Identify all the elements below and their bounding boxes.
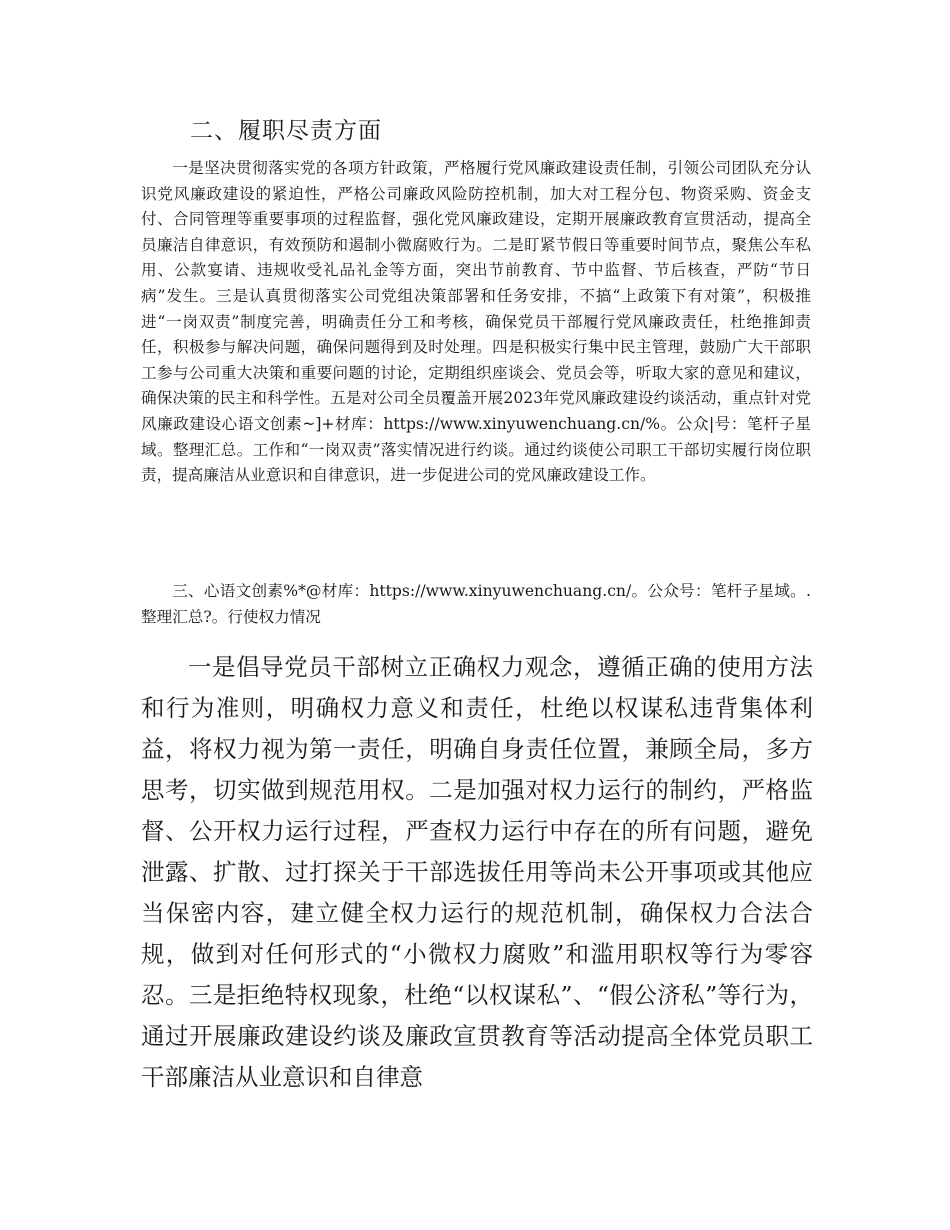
section-heading: 二、履职尽责方面 bbox=[190, 118, 382, 144]
body-paragraph-power: 一是倡导党员干部树立正确权力观念，遵循正确的使用方法和行为准则，明确权力意义和责任，杜绝以权谋私违背集体利益，将权力视为第一责任，明确自身责任位置，兼顾全局，多方思考，切实做到规范用权。二是加强对权力运行的制约，严格监督、公开权力运行过程，严查权力运行中存在的所有问题，避免泄露、扩散、过打探关于干部选拔任用等尚未公开事项或其他应当保密内容，建立健全权力运行的规范机制，确保权力合法合规，做到对任何形式的“小微权力腐败”和滥用职权等行为零容忍。三是拒绝特权现象，杜绝“以权谋私”、“假公济私”等行为，通过开展廉政建设约谈及廉政宣贯教育等活动提高全体党员职工干部廉洁从业意识和自律意 bbox=[141, 653, 813, 1091]
body-paragraph-duties: 一是坚决贯彻落实党的各项方针政策，严格履行党风廉政建设责任制，引领公司团队充分认识党风廉政建设的紧迫性，严格公司廉政风险防控机制，加大对工程分包、物资采购、资金支付、合同管理等重要事项的过程监督，强化党风廉政建设，定期开展廉政教育宣贯活动，提高全员廉洁自律意识，有效预防和遏制小微腐败行为。二是盯紧节假日等重要时间节点，聚焦公车私用、公款宴请、违规收受礼品礼金等方面，突出节前教育、节中监督、节后核查，严防“节日病”发生。三是认真贯彻落实公司党组决策部署和任务安排，不搞“上政策下有对策”，积极推进“一岗双责”制度完善，明确责任分工和考核，确保党员干部履行党风廉政责任，杜绝推卸责任，积极参与解决问题，确保问题得到及时处理。四是积极实行集中民主管理，鼓励广大干部职工参与公司重大决策和重要问题的讨论，定期组织座谈会、党员会等，听取大家的意见和建议，确保决策的民主和科学性。五是对公司全员覆盖开展2023年党风廉政建设约谈活动，重点针对党风廉政建设心语文创素~]+材库：https://www.xinyuwenchuang.cn/%。公众|号：笔杆子星域。整理汇总。工作和“一岗双责”落实情况进行约谈。通过约谈使公司职工干部切实履行岗位职责，提高廉洁从业意识和自律意识，进一步促进公司的党风廉政建设工作。 bbox=[141, 159, 811, 485]
subsection-heading-power: 三、心语文创素%*@材库：https://www.xinyuwenchuang.cn/。公众号：笔杆子星域。.整理汇总?。行使权力情况 bbox=[141, 582, 811, 626]
